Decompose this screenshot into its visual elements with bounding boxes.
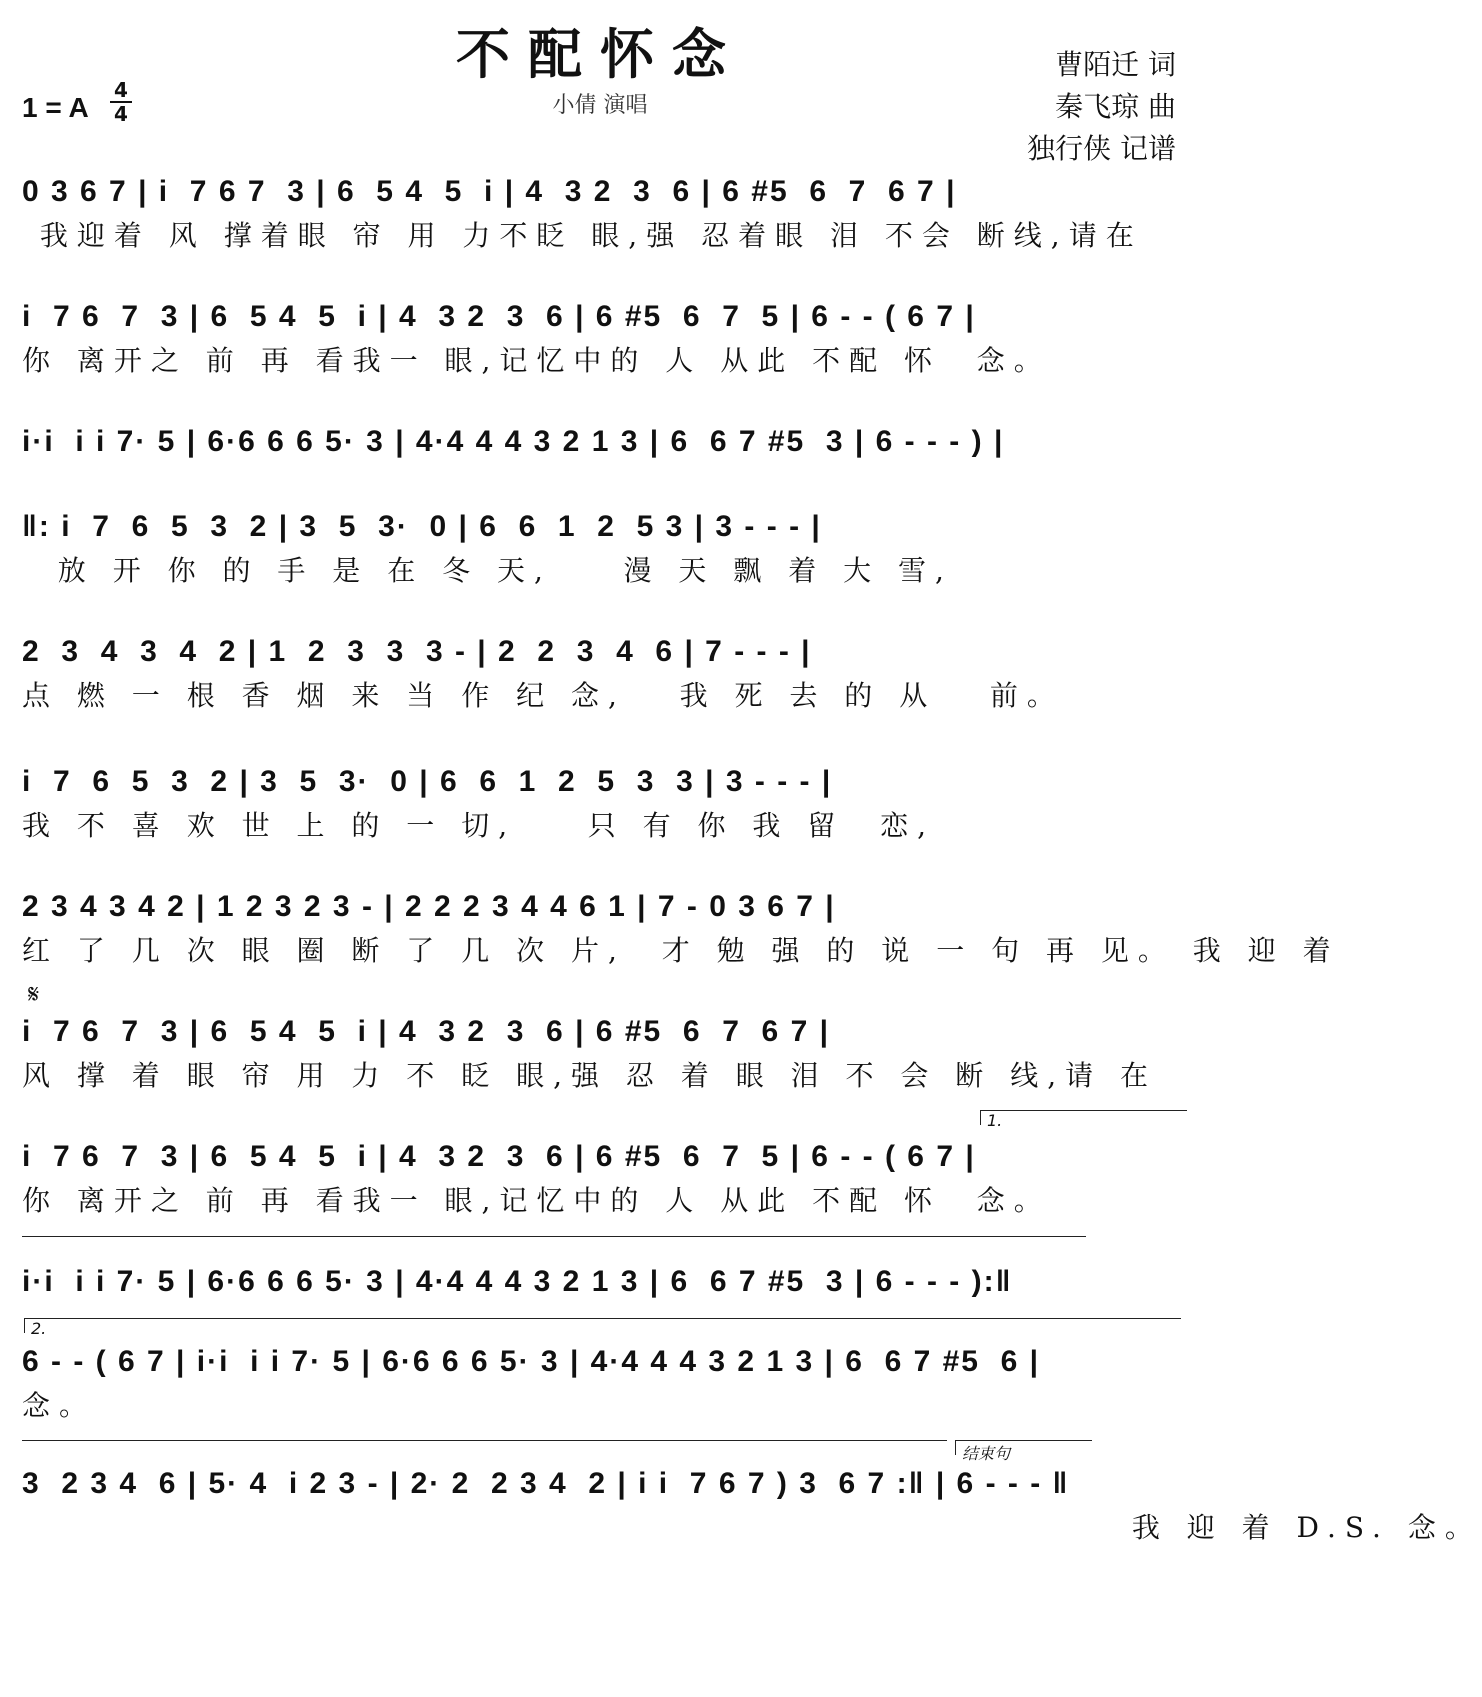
score-line-3 bbox=[22, 420, 1178, 508]
second-ending-bracket: 2. bbox=[24, 1318, 1181, 1333]
time-top: 4 bbox=[114, 78, 128, 102]
lyrics: 我 迎 着 D.S. 念。 bbox=[22, 1511, 1482, 1544]
score-line-5 bbox=[22, 630, 1178, 718]
credits bbox=[1027, 44, 1176, 170]
score-line-7 bbox=[22, 885, 1340, 973]
lyrics: 念。 bbox=[22, 1389, 97, 1422]
notes: i·i i i 7· 5 | 6·6 6 6 5· 3 | 4·4 4 4 3 2 1 3 | 6 6 7 #5 3 | 6 - - - ) | bbox=[22, 425, 1005, 458]
score-line-2 bbox=[22, 295, 1178, 383]
lyrics bbox=[22, 464, 1178, 508]
lyrics: 我迎着 风 撑着眼 帘 用 力不眨 眼,强 忍着眼 泪 不会 断线,请在 bbox=[22, 219, 1143, 252]
lyrics: 点 燃 一 根 香 烟 来 当 作 纪 念, 我 死 去 的 从 前。 bbox=[22, 679, 1064, 712]
time-bottom: 4 bbox=[114, 102, 128, 126]
first-ending-line bbox=[22, 1236, 1086, 1237]
second-ending-line bbox=[22, 1440, 947, 1441]
time-signature bbox=[110, 80, 132, 124]
composer: 秦飞琼 曲 bbox=[1055, 90, 1176, 123]
lyrics: 你 离开之 前 再 看我一 眼,记忆中的 人 从此 不配 怀 念。 bbox=[22, 344, 1051, 377]
lyricist: 曹陌迁 词 bbox=[1055, 48, 1176, 81]
notes: 6 - - ( 6 7 | i·i i i 7· 5 | 6·6 6 6 5· 3 | 4·4 4 4 3 2 1 3 | 6 6 7 #5 6 | bbox=[22, 1345, 1041, 1378]
notes: i 7 6 7 3 | 6 5 4 5 i | 4 3 2 3 6 | 6 #5 6 7 6 7 | bbox=[22, 1015, 830, 1048]
notes: i 7 6 7 3 | 6 5 4 5 i | 4 3 2 3 6 | 6 #5 6 7 5 | 6 - - ( 6 7 | bbox=[22, 1140, 976, 1173]
score-line-6 bbox=[22, 760, 1178, 848]
notes: i 7 6 7 3 | 6 5 4 5 i | 4 3 2 3 6 | 6 #5 6 7 5 | 6 - - ( 6 7 | bbox=[22, 300, 976, 333]
ending-phrase-bracket: 结束句 bbox=[955, 1440, 1092, 1455]
notes: 2 3 4 3 4 2 | 1 2 3 2 3 - | 2 2 2 3 4 4 6 1 | 7 - 0 3 6 7 | bbox=[22, 890, 836, 923]
song-title: 不配怀念 bbox=[456, 22, 744, 86]
score-line-9 bbox=[22, 1135, 1178, 1223]
score-line-12 bbox=[22, 1462, 1482, 1550]
lyrics: 风 撑 着 眼 帘 用 力 不 眨 眼,强 忍 着 眼 泪 不 会 断 线,请 在 bbox=[22, 1059, 1158, 1092]
notes: 3 2 3 4 6 | 5· 4 i 2 3 - | 2· 2 2 3 4 2 | i i 7 6 7 ) 3 6 7 :‖ | 6 - - - ‖ bbox=[22, 1467, 1070, 1500]
notes: 2 3 4 3 4 2 | 1 2 3 3 3 - | 2 2 3 4 6 | 7 - - - | bbox=[22, 635, 812, 668]
lyrics: 我 不 喜 欢 世 上 的 一 切, 只 有 你 我 留 恋, bbox=[22, 809, 936, 842]
notes: i 7 6 5 3 2 | 3 5 3· 0 | 6 6 1 2 5 3 3 | 3 - - - | bbox=[22, 765, 833, 798]
key-signature: 1 = A bbox=[22, 92, 89, 123]
score-line-1 bbox=[22, 170, 1178, 258]
segno-mark: 𝄋 bbox=[28, 980, 40, 1010]
score-line-8 bbox=[22, 1010, 1178, 1098]
notes: ‖: i 7 6 5 3 2 | 3 5 3· 0 | 6 6 1 2 5 3 | 3 - - - | bbox=[22, 510, 822, 543]
transcriber: 独行侠 记谱 bbox=[1027, 132, 1176, 165]
score-line-11 bbox=[22, 1340, 1178, 1428]
score-line-4 bbox=[22, 505, 1178, 593]
lyrics: 红 了 几 次 眼 圈 断 了 几 次 片, 才 勉 强 的 说 一 句 再 见。 我 迎 着 bbox=[22, 934, 1340, 967]
lyrics: 你 离开之 前 再 看我一 眼,记忆中的 人 从此 不配 怀 念。 bbox=[22, 1184, 1051, 1217]
first-ending-bracket: 1. bbox=[980, 1110, 1187, 1125]
notes: 0 3 6 7 | i 7 6 7 3 | 6 5 4 5 i | 4 3 2 3 6 | 6 #5 6 7 6 7 | bbox=[22, 175, 957, 208]
singer-credit: 小倩 演唱 bbox=[552, 93, 648, 118]
notes: i·i i i 7· 5 | 6·6 6 6 5· 3 | 4·4 4 4 3 2 1 3 | 6 6 7 #5 3 | 6 - - - ):‖ bbox=[22, 1265, 1013, 1298]
score-line-10 bbox=[22, 1260, 1178, 1304]
lyrics: 放 开 你 的 手 是 在 冬 天, 漫 天 飘 着 大 雪, bbox=[22, 554, 953, 587]
